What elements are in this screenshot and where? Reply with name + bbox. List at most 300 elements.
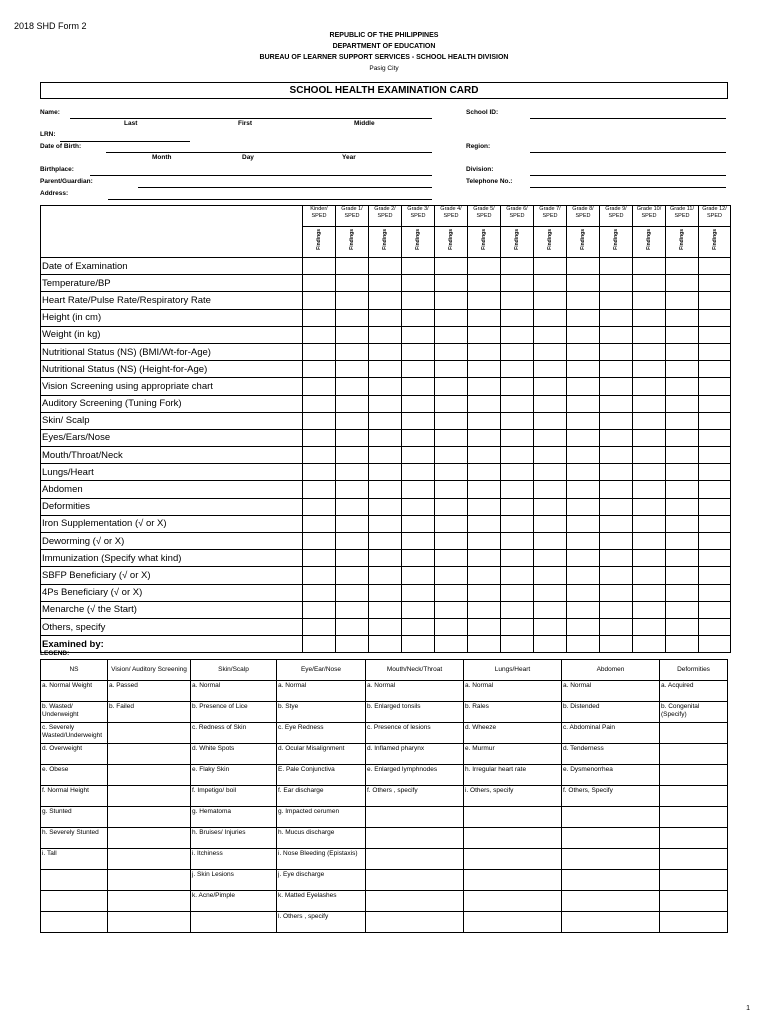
exam-entry-cell[interactable] — [501, 343, 534, 360]
exam-entry-cell[interactable] — [633, 464, 666, 481]
exam-entry-cell[interactable] — [435, 292, 468, 309]
exam-entry-cell[interactable] — [303, 429, 336, 446]
exam-entry-cell[interactable] — [303, 326, 336, 343]
exam-entry-cell[interactable] — [534, 550, 567, 567]
exam-entry-cell[interactable] — [633, 601, 666, 618]
exam-entry-cell[interactable] — [435, 378, 468, 395]
exam-entry-cell[interactable] — [501, 481, 534, 498]
exam-entry-cell[interactable] — [336, 481, 369, 498]
exam-entry-cell[interactable] — [699, 447, 731, 464]
exam-entry-cell[interactable] — [336, 515, 369, 532]
exam-entry-cell[interactable] — [534, 515, 567, 532]
exam-entry-cell[interactable] — [699, 464, 731, 481]
exam-entry-cell[interactable] — [402, 309, 435, 326]
exam-entry-cell[interactable] — [534, 481, 567, 498]
exam-entry-cell[interactable] — [435, 343, 468, 360]
exam-entry-cell[interactable] — [402, 378, 435, 395]
exam-entry-cell[interactable] — [501, 258, 534, 275]
exam-entry-cell[interactable] — [501, 550, 534, 567]
birthplace-field[interactable] — [90, 175, 432, 176]
exam-entry-cell[interactable] — [633, 309, 666, 326]
exam-entry-cell[interactable] — [666, 361, 699, 378]
exam-entry-cell[interactable] — [303, 601, 336, 618]
exam-entry-cell[interactable] — [369, 429, 402, 446]
exam-entry-cell[interactable] — [468, 515, 501, 532]
exam-entry-cell[interactable] — [468, 395, 501, 412]
exam-entry-cell[interactable] — [369, 533, 402, 550]
exam-entry-cell[interactable] — [633, 292, 666, 309]
exam-entry-cell[interactable] — [501, 618, 534, 635]
exam-entry-cell[interactable] — [567, 429, 600, 446]
exam-entry-cell[interactable] — [369, 447, 402, 464]
exam-entry-cell[interactable] — [600, 515, 633, 532]
exam-entry-cell[interactable] — [402, 464, 435, 481]
exam-entry-cell[interactable] — [699, 309, 731, 326]
exam-entry-cell[interactable] — [699, 618, 731, 635]
exam-entry-cell[interactable] — [369, 618, 402, 635]
exam-entry-cell[interactable] — [600, 584, 633, 601]
exam-entry-cell[interactable] — [567, 584, 600, 601]
lrn-field[interactable] — [60, 141, 190, 142]
exam-entry-cell[interactable] — [600, 258, 633, 275]
exam-entry-cell[interactable] — [600, 636, 633, 653]
exam-entry-cell[interactable] — [468, 275, 501, 292]
exam-entry-cell[interactable] — [435, 481, 468, 498]
exam-entry-cell[interactable] — [666, 601, 699, 618]
exam-entry-cell[interactable] — [402, 498, 435, 515]
exam-entry-cell[interactable] — [699, 550, 731, 567]
exam-entry-cell[interactable] — [468, 447, 501, 464]
exam-entry-cell[interactable] — [435, 618, 468, 635]
exam-entry-cell[interactable] — [666, 343, 699, 360]
exam-entry-cell[interactable] — [666, 464, 699, 481]
exam-entry-cell[interactable] — [336, 601, 369, 618]
exam-entry-cell[interactable] — [369, 292, 402, 309]
exam-entry-cell[interactable] — [567, 275, 600, 292]
exam-entry-cell[interactable] — [501, 584, 534, 601]
exam-entry-cell[interactable] — [402, 258, 435, 275]
exam-entry-cell[interactable] — [435, 309, 468, 326]
exam-entry-cell[interactable] — [303, 498, 336, 515]
exam-entry-cell[interactable] — [303, 378, 336, 395]
exam-entry-cell[interactable] — [402, 515, 435, 532]
exam-entry-cell[interactable] — [666, 636, 699, 653]
exam-entry-cell[interactable] — [468, 481, 501, 498]
exam-entry-cell[interactable] — [369, 601, 402, 618]
exam-entry-cell[interactable] — [567, 412, 600, 429]
exam-entry-cell[interactable] — [336, 550, 369, 567]
exam-entry-cell[interactable] — [303, 636, 336, 653]
exam-entry-cell[interactable] — [336, 618, 369, 635]
exam-entry-cell[interactable] — [435, 498, 468, 515]
exam-entry-cell[interactable] — [633, 378, 666, 395]
exam-entry-cell[interactable] — [567, 258, 600, 275]
exam-entry-cell[interactable] — [468, 258, 501, 275]
exam-entry-cell[interactable] — [435, 412, 468, 429]
exam-entry-cell[interactable] — [600, 326, 633, 343]
exam-entry-cell[interactable] — [633, 584, 666, 601]
exam-entry-cell[interactable] — [633, 395, 666, 412]
exam-entry-cell[interactable] — [336, 636, 369, 653]
exam-entry-cell[interactable] — [699, 378, 731, 395]
exam-entry-cell[interactable] — [666, 584, 699, 601]
exam-entry-cell[interactable] — [336, 326, 369, 343]
exam-entry-cell[interactable] — [468, 464, 501, 481]
exam-entry-cell[interactable] — [369, 378, 402, 395]
exam-entry-cell[interactable] — [567, 618, 600, 635]
exam-entry-cell[interactable] — [435, 601, 468, 618]
exam-entry-cell[interactable] — [402, 275, 435, 292]
exam-entry-cell[interactable] — [435, 636, 468, 653]
exam-entry-cell[interactable] — [699, 412, 731, 429]
exam-entry-cell[interactable] — [633, 533, 666, 550]
exam-entry-cell[interactable] — [369, 636, 402, 653]
telephone-field[interactable] — [530, 187, 726, 188]
exam-entry-cell[interactable] — [534, 292, 567, 309]
exam-entry-cell[interactable] — [633, 258, 666, 275]
exam-entry-cell[interactable] — [666, 292, 699, 309]
exam-entry-cell[interactable] — [534, 601, 567, 618]
exam-entry-cell[interactable] — [402, 343, 435, 360]
exam-entry-cell[interactable] — [336, 429, 369, 446]
exam-entry-cell[interactable] — [402, 292, 435, 309]
exam-entry-cell[interactable] — [633, 481, 666, 498]
exam-entry-cell[interactable] — [666, 326, 699, 343]
exam-entry-cell[interactable] — [303, 618, 336, 635]
exam-entry-cell[interactable] — [501, 447, 534, 464]
exam-entry-cell[interactable] — [303, 481, 336, 498]
exam-entry-cell[interactable] — [369, 275, 402, 292]
exam-entry-cell[interactable] — [699, 429, 731, 446]
exam-entry-cell[interactable] — [633, 429, 666, 446]
exam-entry-cell[interactable] — [303, 584, 336, 601]
exam-entry-cell[interactable] — [501, 464, 534, 481]
exam-entry-cell[interactable] — [402, 361, 435, 378]
region-field[interactable] — [530, 152, 726, 153]
exam-entry-cell[interactable] — [534, 309, 567, 326]
exam-entry-cell[interactable] — [501, 309, 534, 326]
exam-entry-cell[interactable] — [336, 343, 369, 360]
exam-entry-cell[interactable] — [567, 601, 600, 618]
exam-entry-cell[interactable] — [567, 395, 600, 412]
exam-entry-cell[interactable] — [303, 292, 336, 309]
exam-entry-cell[interactable] — [501, 395, 534, 412]
exam-entry-cell[interactable] — [435, 361, 468, 378]
exam-entry-cell[interactable] — [468, 412, 501, 429]
exam-entry-cell[interactable] — [699, 601, 731, 618]
exam-entry-cell[interactable] — [666, 533, 699, 550]
exam-entry-cell[interactable] — [567, 378, 600, 395]
exam-entry-cell[interactable] — [435, 464, 468, 481]
exam-entry-cell[interactable] — [336, 309, 369, 326]
exam-entry-cell[interactable] — [369, 550, 402, 567]
exam-entry-cell[interactable] — [501, 275, 534, 292]
exam-entry-cell[interactable] — [567, 481, 600, 498]
exam-entry-cell[interactable] — [336, 567, 369, 584]
exam-entry-cell[interactable] — [567, 498, 600, 515]
exam-entry-cell[interactable] — [435, 550, 468, 567]
exam-entry-cell[interactable] — [369, 481, 402, 498]
exam-entry-cell[interactable] — [567, 515, 600, 532]
exam-entry-cell[interactable] — [633, 343, 666, 360]
exam-entry-cell[interactable] — [534, 343, 567, 360]
exam-entry-cell[interactable] — [468, 601, 501, 618]
exam-entry-cell[interactable] — [666, 378, 699, 395]
exam-entry-cell[interactable] — [633, 361, 666, 378]
exam-entry-cell[interactable] — [699, 326, 731, 343]
exam-entry-cell[interactable] — [501, 498, 534, 515]
exam-entry-cell[interactable] — [468, 343, 501, 360]
exam-entry-cell[interactable] — [468, 429, 501, 446]
exam-entry-cell[interactable] — [402, 429, 435, 446]
exam-entry-cell[interactable] — [567, 550, 600, 567]
exam-entry-cell[interactable] — [600, 601, 633, 618]
exam-entry-cell[interactable] — [402, 550, 435, 567]
school-id-field[interactable] — [530, 118, 726, 119]
exam-entry-cell[interactable] — [567, 533, 600, 550]
exam-entry-cell[interactable] — [303, 515, 336, 532]
exam-entry-cell[interactable] — [369, 395, 402, 412]
exam-entry-cell[interactable] — [501, 533, 534, 550]
exam-entry-cell[interactable] — [633, 447, 666, 464]
exam-entry-cell[interactable] — [600, 498, 633, 515]
exam-entry-cell[interactable] — [699, 343, 731, 360]
exam-entry-cell[interactable] — [501, 636, 534, 653]
exam-entry-cell[interactable] — [435, 326, 468, 343]
exam-entry-cell[interactable] — [369, 361, 402, 378]
exam-entry-cell[interactable] — [534, 395, 567, 412]
exam-entry-cell[interactable] — [600, 412, 633, 429]
exam-entry-cell[interactable] — [468, 292, 501, 309]
exam-entry-cell[interactable] — [402, 618, 435, 635]
exam-entry-cell[interactable] — [666, 309, 699, 326]
exam-entry-cell[interactable] — [600, 447, 633, 464]
exam-entry-cell[interactable] — [666, 395, 699, 412]
exam-entry-cell[interactable] — [600, 533, 633, 550]
exam-entry-cell[interactable] — [303, 343, 336, 360]
exam-entry-cell[interactable] — [633, 618, 666, 635]
exam-entry-cell[interactable] — [633, 567, 666, 584]
exam-entry-cell[interactable] — [534, 429, 567, 446]
exam-entry-cell[interactable] — [633, 515, 666, 532]
exam-entry-cell[interactable] — [435, 395, 468, 412]
exam-entry-cell[interactable] — [534, 258, 567, 275]
exam-entry-cell[interactable] — [534, 361, 567, 378]
exam-entry-cell[interactable] — [369, 567, 402, 584]
exam-entry-cell[interactable] — [303, 464, 336, 481]
exam-entry-cell[interactable] — [303, 395, 336, 412]
exam-entry-cell[interactable] — [402, 601, 435, 618]
exam-entry-cell[interactable] — [402, 447, 435, 464]
exam-entry-cell[interactable] — [336, 275, 369, 292]
exam-entry-cell[interactable] — [402, 584, 435, 601]
exam-entry-cell[interactable] — [468, 567, 501, 584]
exam-entry-cell[interactable] — [402, 395, 435, 412]
exam-entry-cell[interactable] — [666, 275, 699, 292]
exam-entry-cell[interactable] — [600, 481, 633, 498]
exam-entry-cell[interactable] — [468, 636, 501, 653]
exam-entry-cell[interactable] — [468, 309, 501, 326]
exam-entry-cell[interactable] — [402, 326, 435, 343]
exam-entry-cell[interactable] — [699, 395, 731, 412]
exam-entry-cell[interactable] — [369, 343, 402, 360]
exam-entry-cell[interactable] — [369, 498, 402, 515]
exam-entry-cell[interactable] — [600, 550, 633, 567]
exam-entry-cell[interactable] — [303, 309, 336, 326]
exam-entry-cell[interactable] — [666, 447, 699, 464]
exam-entry-cell[interactable] — [468, 618, 501, 635]
exam-entry-cell[interactable] — [435, 429, 468, 446]
exam-entry-cell[interactable] — [699, 533, 731, 550]
exam-entry-cell[interactable] — [567, 361, 600, 378]
exam-entry-cell[interactable] — [435, 258, 468, 275]
exam-entry-cell[interactable] — [435, 567, 468, 584]
exam-entry-cell[interactable] — [402, 481, 435, 498]
exam-entry-cell[interactable] — [633, 636, 666, 653]
exam-entry-cell[interactable] — [699, 498, 731, 515]
parent-guardian-field[interactable] — [138, 187, 432, 188]
exam-entry-cell[interactable] — [534, 636, 567, 653]
exam-entry-cell[interactable] — [402, 412, 435, 429]
exam-entry-cell[interactable] — [336, 258, 369, 275]
exam-entry-cell[interactable] — [369, 464, 402, 481]
exam-entry-cell[interactable] — [369, 258, 402, 275]
exam-entry-cell[interactable] — [633, 275, 666, 292]
exam-entry-cell[interactable] — [336, 498, 369, 515]
exam-entry-cell[interactable] — [501, 361, 534, 378]
dob-field[interactable] — [106, 152, 432, 153]
exam-entry-cell[interactable] — [468, 533, 501, 550]
exam-entry-cell[interactable] — [501, 567, 534, 584]
exam-entry-cell[interactable] — [501, 515, 534, 532]
exam-entry-cell[interactable] — [666, 481, 699, 498]
exam-entry-cell[interactable] — [666, 429, 699, 446]
exam-entry-cell[interactable] — [633, 550, 666, 567]
exam-entry-cell[interactable] — [501, 429, 534, 446]
exam-entry-cell[interactable] — [303, 412, 336, 429]
exam-entry-cell[interactable] — [402, 567, 435, 584]
exam-entry-cell[interactable] — [567, 447, 600, 464]
exam-entry-cell[interactable] — [666, 498, 699, 515]
exam-entry-cell[interactable] — [666, 412, 699, 429]
exam-entry-cell[interactable] — [501, 292, 534, 309]
division-field[interactable] — [530, 175, 726, 176]
exam-entry-cell[interactable] — [600, 361, 633, 378]
exam-entry-cell[interactable] — [699, 636, 731, 653]
exam-entry-cell[interactable] — [699, 292, 731, 309]
exam-entry-cell[interactable] — [666, 515, 699, 532]
exam-entry-cell[interactable] — [699, 584, 731, 601]
exam-entry-cell[interactable] — [600, 275, 633, 292]
exam-entry-cell[interactable] — [699, 258, 731, 275]
exam-entry-cell[interactable] — [336, 361, 369, 378]
exam-entry-cell[interactable] — [336, 378, 369, 395]
exam-entry-cell[interactable] — [534, 618, 567, 635]
exam-entry-cell[interactable] — [600, 464, 633, 481]
exam-entry-cell[interactable] — [336, 584, 369, 601]
exam-entry-cell[interactable] — [666, 258, 699, 275]
exam-entry-cell[interactable] — [534, 275, 567, 292]
exam-entry-cell[interactable] — [303, 275, 336, 292]
exam-entry-cell[interactable] — [303, 550, 336, 567]
exam-entry-cell[interactable] — [369, 309, 402, 326]
exam-entry-cell[interactable] — [699, 515, 731, 532]
exam-entry-cell[interactable] — [567, 309, 600, 326]
exam-entry-cell[interactable] — [534, 447, 567, 464]
exam-entry-cell[interactable] — [369, 584, 402, 601]
exam-entry-cell[interactable] — [699, 361, 731, 378]
exam-entry-cell[interactable] — [501, 601, 534, 618]
exam-entry-cell[interactable] — [534, 412, 567, 429]
exam-entry-cell[interactable] — [435, 515, 468, 532]
exam-entry-cell[interactable] — [534, 498, 567, 515]
exam-entry-cell[interactable] — [699, 481, 731, 498]
exam-entry-cell[interactable] — [534, 584, 567, 601]
exam-entry-cell[interactable] — [600, 343, 633, 360]
exam-entry-cell[interactable] — [600, 395, 633, 412]
exam-entry-cell[interactable] — [336, 447, 369, 464]
exam-entry-cell[interactable] — [468, 326, 501, 343]
exam-entry-cell[interactable] — [567, 464, 600, 481]
exam-entry-cell[interactable] — [303, 533, 336, 550]
exam-entry-cell[interactable] — [336, 412, 369, 429]
exam-entry-cell[interactable] — [303, 567, 336, 584]
exam-entry-cell[interactable] — [567, 343, 600, 360]
exam-entry-cell[interactable] — [402, 533, 435, 550]
exam-entry-cell[interactable] — [369, 515, 402, 532]
exam-entry-cell[interactable] — [468, 550, 501, 567]
exam-entry-cell[interactable] — [435, 584, 468, 601]
exam-entry-cell[interactable] — [336, 292, 369, 309]
exam-entry-cell[interactable] — [534, 533, 567, 550]
exam-entry-cell[interactable] — [534, 326, 567, 343]
exam-entry-cell[interactable] — [567, 636, 600, 653]
exam-entry-cell[interactable] — [336, 533, 369, 550]
exam-entry-cell[interactable] — [303, 258, 336, 275]
exam-entry-cell[interactable] — [336, 464, 369, 481]
exam-entry-cell[interactable] — [600, 378, 633, 395]
exam-entry-cell[interactable] — [534, 378, 567, 395]
exam-entry-cell[interactable] — [699, 567, 731, 584]
name-field[interactable] — [70, 118, 432, 119]
exam-entry-cell[interactable] — [666, 618, 699, 635]
exam-entry-cell[interactable] — [633, 412, 666, 429]
exam-entry-cell[interactable] — [666, 550, 699, 567]
exam-entry-cell[interactable] — [369, 412, 402, 429]
address-field[interactable] — [108, 199, 432, 200]
exam-entry-cell[interactable] — [633, 498, 666, 515]
exam-entry-cell[interactable] — [303, 447, 336, 464]
exam-entry-cell[interactable] — [600, 429, 633, 446]
exam-entry-cell[interactable] — [468, 378, 501, 395]
exam-entry-cell[interactable] — [534, 464, 567, 481]
exam-entry-cell[interactable] — [567, 292, 600, 309]
exam-entry-cell[interactable] — [501, 326, 534, 343]
exam-entry-cell[interactable] — [600, 618, 633, 635]
exam-entry-cell[interactable] — [468, 498, 501, 515]
exam-entry-cell[interactable] — [402, 636, 435, 653]
exam-entry-cell[interactable] — [435, 447, 468, 464]
exam-entry-cell[interactable] — [501, 412, 534, 429]
exam-entry-cell[interactable] — [666, 567, 699, 584]
exam-entry-cell[interactable] — [336, 395, 369, 412]
exam-entry-cell[interactable] — [699, 275, 731, 292]
exam-entry-cell[interactable] — [501, 378, 534, 395]
exam-entry-cell[interactable] — [600, 309, 633, 326]
exam-entry-cell[interactable] — [303, 361, 336, 378]
exam-entry-cell[interactable] — [435, 533, 468, 550]
exam-entry-cell[interactable] — [435, 275, 468, 292]
